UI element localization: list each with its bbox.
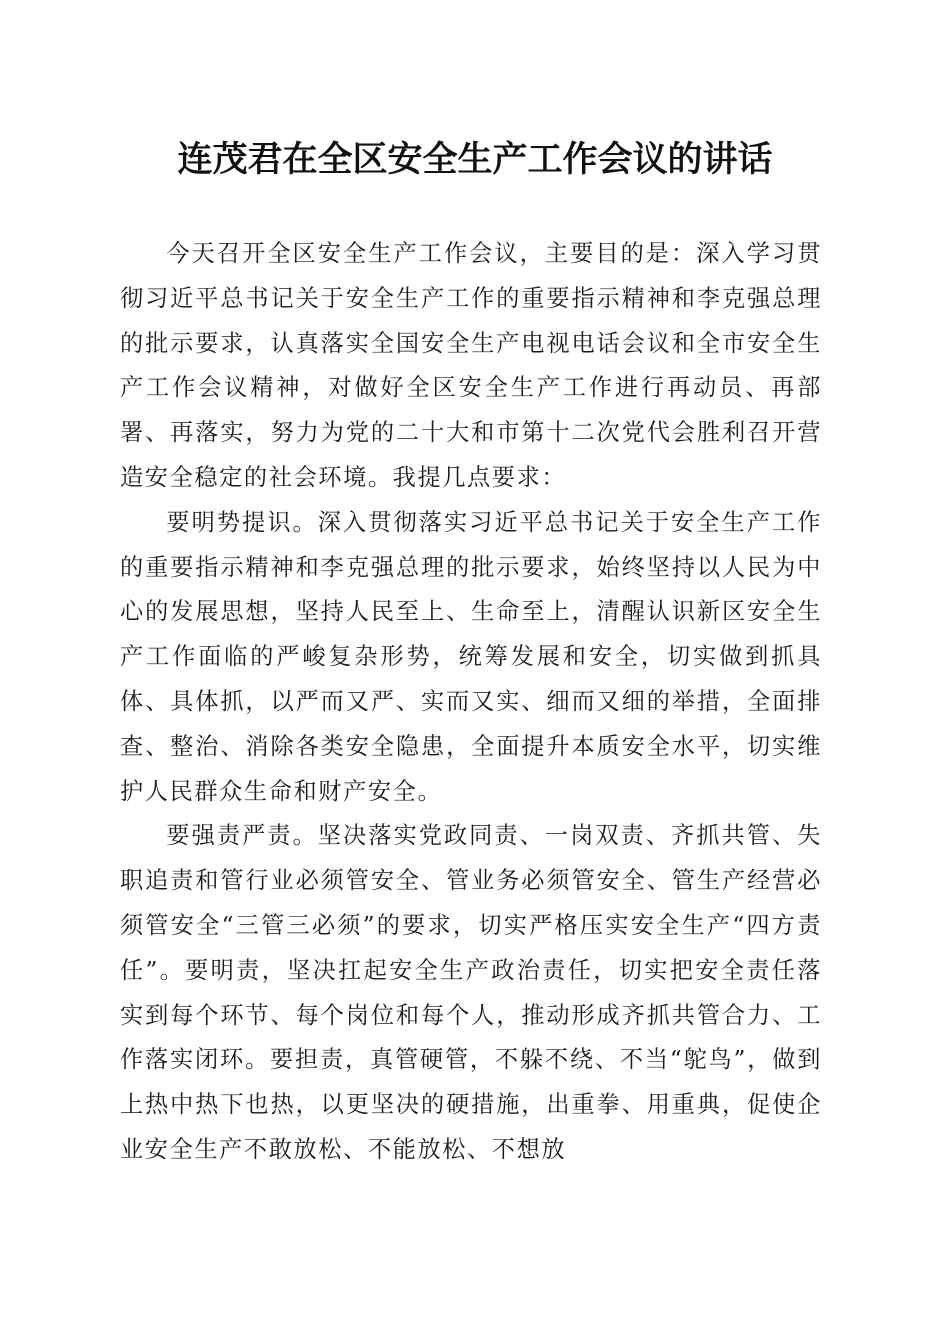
document-title: 连茂君在全区安全生产工作会议的讲话 [177,139,773,180]
paragraph-intro: 今天召开全区安全生产工作会议，主要目的是：深入学习贯彻习近平总书记关于安全生产工作的重要指示精神和李克强总理的批示要求，认真落实全国安全生产电视电话会议和全市安全生产工作会议精神，对做好全区安全生产工作进行再动员、再部署、再落实，努力为党的二十大和市第十二次党代会胜利召开营造安全稳定的社会环境。我提几点要求： [120,240,822,491]
paragraph-responsibility: 要强责严责。坚决落实党政同责、一岗双责、齐抓共管、失职追责和管行业必须管安全、管业务必须管安全、管生产经营必须管安全“三管三必须”的要求，切实严格压实安全生产“四方责任”。要明责，坚决扛起安全生产政治责任，切实把安全责任落实到每个环节、每个岗位和每个人，推动形成齐抓共管合力、工作落实闭环。要担责，真管硬管，不躲不绕、不当“鸵鸟”，做到上热中热下也热，以更坚决的硬措施，出重拳、用重典，促使企业安全生产不敢放松、不能放松、不想放 [120,822,822,1163]
document-body [120,232,822,1173]
paragraph-situation: 要明势提识。深入贯彻落实习近平总书记关于安全生产工作的重要指示精神和李克强总理的批示要求，始终坚持以人民为中心的发展思想，坚持人民至上、生命至上，清醒认识新区安全生产工作面临的严峻复杂形势，统筹发展和安全，切实做到抓具体、具体抓，以严而又严、实而又实、细而又细的举措，全面排查、整治、消除各类安全隐患，全面提升本质安全水平，切实维护人民群众生命和财产安全。 [120,508,822,805]
